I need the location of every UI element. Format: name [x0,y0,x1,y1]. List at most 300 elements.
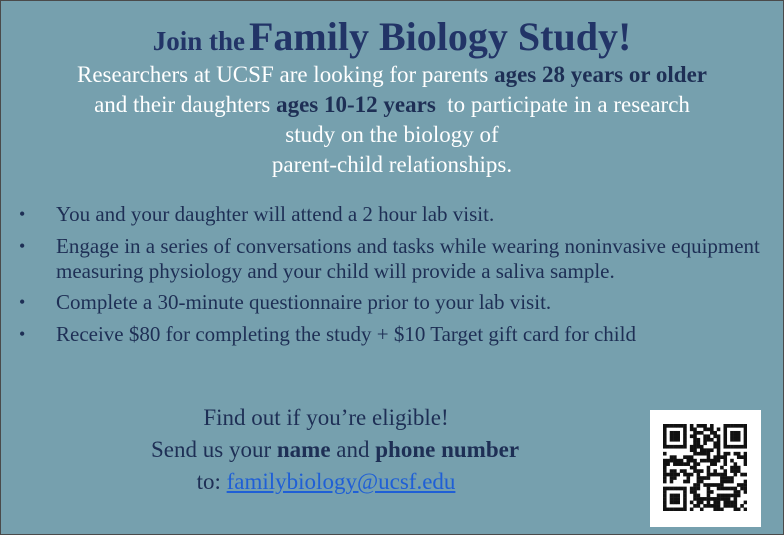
qr-module [673,487,677,491]
send-info-prefix: Send us your [151,437,277,462]
qr-module [723,487,727,491]
qr-module [744,455,747,459]
qr-module [670,497,674,501]
qr-module [700,476,704,480]
qr-module [670,455,674,459]
qr-module [697,462,701,466]
qr-module [723,501,727,505]
qr-module [663,438,667,442]
qr-module [737,431,741,435]
qr-module [676,487,680,491]
qr-code[interactable] [650,410,761,527]
qr-module [663,480,667,484]
qr-module [693,459,697,463]
qr-module [693,448,697,452]
qr-module [693,431,697,435]
qr-module [697,438,701,442]
qr-module [744,487,747,491]
qr-module [720,466,724,470]
list-item [1,322,783,347]
qr-module [707,487,711,491]
qr-module [734,469,738,473]
qr-module [710,438,714,442]
qr-module [693,466,697,470]
intro-line-2 [1,90,783,120]
list-item-text: Engage in a series of conversations and tasks while wearing noninvasive equipment measuring physiology and your child will provide a saliva sample. [56,234,760,283]
qr-module [734,508,738,511]
qr-module [700,497,704,501]
contact-info [151,402,520,498]
qr-module [663,441,667,445]
qr-module [730,480,734,484]
qr-module [727,424,731,428]
qr-module [670,494,674,498]
qr-module [693,469,697,473]
qr-module [744,459,747,463]
qr-module [703,427,707,431]
qr-module [666,459,670,463]
qr-module [727,494,731,498]
qr-module [734,462,738,466]
qr-module [670,508,674,511]
qr-module [713,508,717,511]
qr-module [683,431,687,435]
bullet-icon: • [19,204,26,224]
qr-module [734,466,738,470]
qr-module [730,469,734,473]
qr-module [710,490,714,494]
qr-module [670,438,674,442]
qr-module [687,473,691,477]
qr-module [693,494,697,498]
qr-module [740,445,744,449]
qr-module [717,494,721,498]
qr-module [723,462,727,466]
qr-module [700,459,704,463]
qr-module [740,473,744,477]
bullet-icon: • [19,324,26,344]
qr-module [683,455,687,459]
qr-module [744,508,747,511]
qr-module [703,483,707,487]
qr-module [697,431,701,435]
email-prefix: to: [196,469,227,494]
qr-module [697,497,701,501]
qr-module [710,431,714,435]
qr-module [663,490,667,494]
qr-module [730,487,734,491]
qr-module [663,424,667,428]
qr-module [693,504,697,508]
qr-module [690,473,694,477]
qr-module [717,434,721,438]
qr-module [717,504,721,508]
qr-module [680,445,684,449]
qr-module [720,487,724,491]
qr-module [713,445,717,449]
qr-module [683,504,687,508]
qr-module [720,497,724,501]
qr-module [707,459,711,463]
qr-module [697,424,701,428]
qr-module [690,459,694,463]
qr-module [737,483,741,487]
qr-module [670,501,674,505]
list-item [1,234,783,284]
qr-module [744,462,747,466]
qr-module [663,459,667,463]
qr-module [680,469,684,473]
qr-module [673,459,677,463]
age-daughters: ages 10-12 years [276,92,436,117]
qr-module [717,441,721,445]
qr-module [723,497,727,501]
qr-module [670,487,674,491]
qr-module [734,452,738,456]
qr-module [707,494,711,498]
qr-module [713,431,717,435]
qr-module [730,476,734,480]
qr-module [707,469,711,473]
qr-module [676,462,680,466]
qr-module [697,445,701,449]
qr-module [730,445,734,449]
qr-module [737,434,741,438]
qr-module [737,490,741,494]
qr-module [734,494,738,498]
qr-module [673,445,677,449]
qr-module [730,459,734,463]
qr-module [673,431,677,435]
qr-module [707,476,711,480]
qr-module [693,490,697,494]
qr-module [663,504,667,508]
qr-module [703,452,707,456]
qr-module [744,438,747,442]
qr-module [713,469,717,473]
qr-module [680,508,684,511]
list-item-text: You and your daughter will attend a 2 hour lab visit. [56,202,495,226]
qr-module [727,497,731,501]
qr-module [723,424,727,428]
qr-module [734,424,738,428]
qr-module [744,441,747,445]
qr-module [713,434,717,438]
qr-module [713,497,717,501]
qr-module [673,494,677,498]
qr-module [683,445,687,449]
qr-module [700,448,704,452]
qr-module [713,441,717,445]
qr-module [717,452,721,456]
qr-module [693,497,697,501]
qr-module [737,494,741,498]
qr-module [700,508,704,511]
list-item [1,202,783,227]
qr-module [697,487,701,491]
qr-module [717,445,721,449]
qr-module [663,434,667,438]
qr-module [676,438,680,442]
qr-module [734,497,738,501]
qr-module [707,483,711,487]
qr-module [723,438,727,442]
qr-module [710,459,714,463]
qr-module [676,494,680,498]
qr-module [676,434,680,438]
qr-module [723,441,727,445]
qr-module [670,445,674,449]
qr-module [670,434,674,438]
qr-module [720,455,724,459]
qr-module [720,476,724,480]
qr-module [676,473,680,477]
qr-module [744,434,747,438]
qr-module [707,438,711,442]
qr-module [713,455,717,459]
qr-module [707,452,711,456]
qr-module [713,459,717,463]
qr-module [690,445,694,449]
intro-line-1 [1,60,783,90]
title-prefix: Join the [152,26,245,56]
qr-module [723,494,727,498]
qr-module [697,441,701,445]
qr-module [673,497,677,501]
qr-module [737,455,741,459]
qr-module [744,427,747,431]
qr-module [666,424,670,428]
qr-module [663,476,667,480]
qr-module [700,469,704,473]
qr-module [683,480,687,484]
qr-module [690,466,694,470]
qr-code-icon [663,424,747,511]
qr-module [680,462,684,466]
qr-module [663,466,667,470]
qr-module [730,431,734,435]
qr-module [663,508,667,511]
qr-module [723,431,727,435]
qr-module [730,466,734,470]
qr-module [730,424,734,428]
qr-module [707,504,711,508]
qr-module [670,459,674,463]
intro-line-1-text: Researchers at UCSF are looking for parents [77,62,495,87]
qr-module [683,438,687,442]
qr-module [734,504,738,508]
qr-module [697,476,701,480]
qr-module [740,487,744,491]
intro-line-2-text: and their daughters [94,92,277,117]
qr-module [727,452,731,456]
qr-module [744,501,747,505]
qr-module [730,504,734,508]
qr-module [720,480,724,484]
qr-module [680,487,684,491]
qr-module [700,452,704,456]
send-info-line [151,434,520,466]
qr-module [720,508,724,511]
qr-module [737,508,741,511]
title-main: Family Biology Study! [249,14,632,59]
qr-module [737,424,741,428]
qr-module [697,483,701,487]
qr-module [683,424,687,428]
qr-module [717,473,721,477]
qr-module [683,469,687,473]
qr-module [666,462,670,466]
qr-module [727,480,731,484]
qr-module [666,473,670,477]
intro-line-2-tail: to participate in a research [435,92,690,117]
qr-module [703,448,707,452]
qr-module [666,508,670,511]
qr-module [690,427,694,431]
qr-module [734,431,738,435]
eligibility-line: Find out if you’re eligible! [203,405,449,430]
qr-module [734,445,738,449]
qr-module [744,490,747,494]
intro-line-4: parent-child relationships. [271,152,513,177]
qr-module [740,455,744,459]
qr-module [670,424,674,428]
qr-module [727,445,731,449]
qr-module [713,462,717,466]
qr-module [693,434,697,438]
email-link[interactable]: familybiology@ucsf.edu [226,469,456,494]
qr-module [744,424,747,428]
qr-module [707,473,711,477]
qr-module [717,508,721,511]
qr-module [710,424,714,428]
qr-module [713,473,717,477]
qr-module [740,483,744,487]
qr-module [710,504,714,508]
qr-module [707,501,711,505]
list-item-text: Complete a 30-minute questionnaire prior to your lab visit. [56,290,552,314]
qr-module [676,501,680,505]
qr-module [693,438,697,442]
qr-module [717,487,721,491]
qr-module [697,501,701,505]
qr-module [727,487,731,491]
qr-module [717,427,721,431]
qr-module [717,459,721,463]
qr-module [676,431,680,435]
qr-module [690,434,694,438]
qr-module [697,469,701,473]
qr-module [730,438,734,442]
qr-module [703,424,707,428]
qr-module [687,462,691,466]
qr-module [670,473,674,477]
qr-module [744,445,747,449]
qr-module [707,497,711,501]
intro-line-3: study on the biology of [285,122,499,147]
qr-module [690,501,694,505]
qr-module [693,487,697,491]
qr-module [727,501,731,505]
qr-module [713,483,717,487]
qr-module [683,497,687,501]
qr-module [710,483,714,487]
qr-module [700,424,704,428]
qr-module [663,462,667,466]
qr-module [723,480,727,484]
qr-module [737,466,741,470]
email-line [151,466,501,498]
qr-module [707,434,711,438]
qr-module [690,508,694,511]
qr-module [723,473,727,477]
qr-module [690,455,694,459]
qr-module [723,434,727,438]
qr-module [687,455,691,459]
qr-module [693,452,697,456]
qr-module [727,476,731,480]
phone-number-bold: phone number [375,437,520,462]
qr-module [734,501,738,505]
qr-module [683,487,687,491]
qr-module [703,438,707,442]
qr-module [697,504,701,508]
qr-module [683,508,687,511]
qr-module [730,494,734,498]
qr-module [707,466,711,470]
qr-module [670,469,674,473]
qr-module [676,508,680,511]
qr-module [723,445,727,449]
qr-module [666,487,670,491]
qr-module [723,476,727,480]
qr-module [700,480,704,484]
qr-module [713,504,717,508]
page-title [1,13,783,60]
qr-module [683,462,687,466]
qr-module [730,501,734,505]
qr-module [676,497,680,501]
qr-module [683,441,687,445]
qr-module [737,452,741,456]
qr-module [690,490,694,494]
qr-module [723,504,727,508]
qr-module [673,473,677,477]
qr-module [707,455,711,459]
send-info-mid: and [330,437,376,462]
qr-module [734,438,738,442]
qr-module [734,434,738,438]
qr-module [673,508,677,511]
qr-module [700,431,704,435]
qr-module [744,483,747,487]
qr-module [720,483,724,487]
qr-module [697,480,701,484]
qr-module [723,455,727,459]
qr-module [710,497,714,501]
qr-module [723,452,727,456]
study-details-list [1,202,783,354]
qr-module [703,476,707,480]
qr-module [703,434,707,438]
qr-module [737,445,741,449]
qr-module [717,501,721,505]
qr-module [663,497,667,501]
age-parents: ages 28 years or older [494,62,707,87]
qr-module [687,459,691,463]
qr-module [734,490,738,494]
qr-module [673,469,677,473]
